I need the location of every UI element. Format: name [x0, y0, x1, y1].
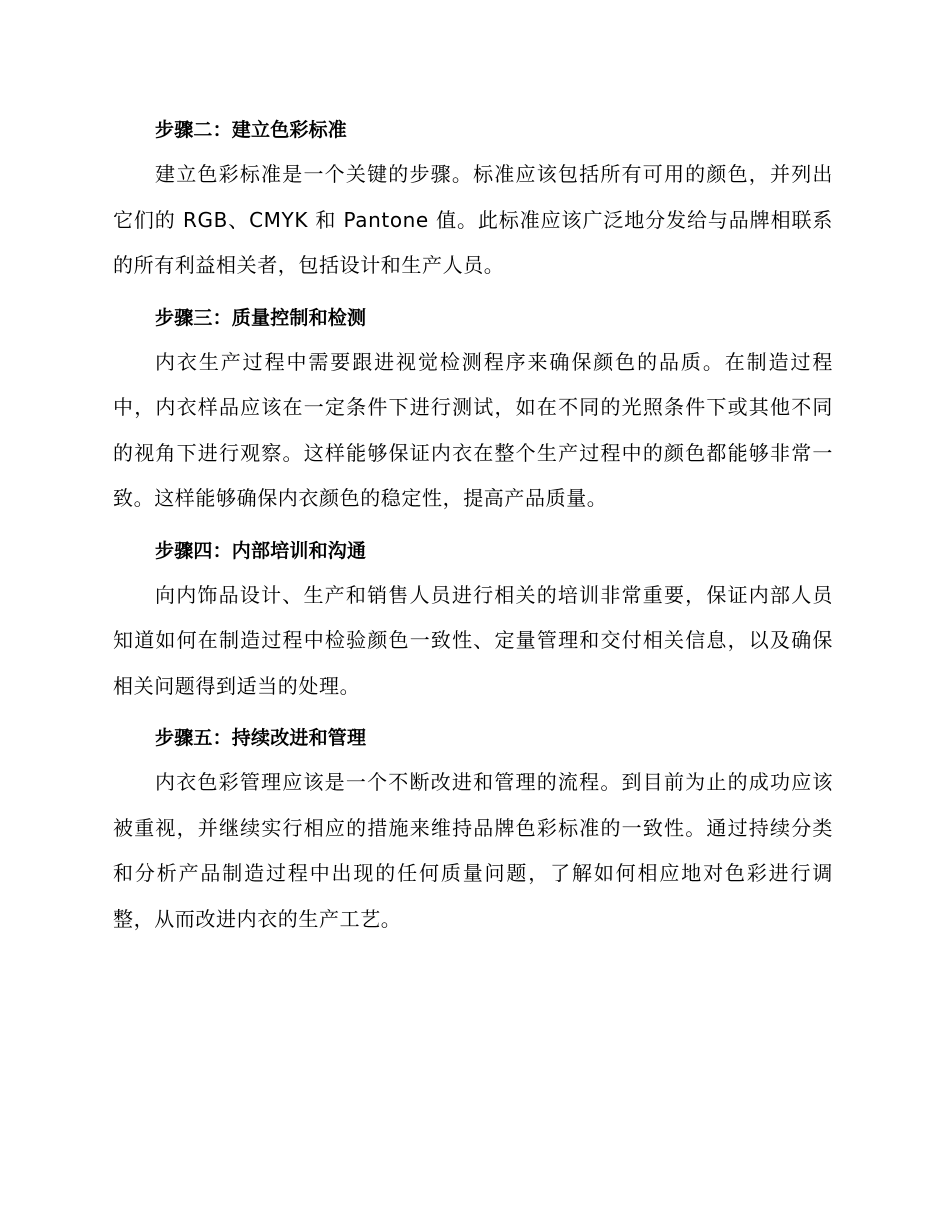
section-body-step-2: 建立色彩标准是一个关键的步骤。标准应该包括所有可用的颜色，并列出它们的 RGB、CMYK 和 Pantone 值。此标准应该广泛地分发给与品牌相联系的所有利益相关者，包括设计和生产人员。 — [113, 162, 833, 277]
document-content — [113, 108, 833, 949]
section-body-step-4: 向内饰品设计、生产和销售人员进行相关的培训非常重要，保证内部人员知道如何在制造过程中检验颜色一致性、定量管理和交付相关信息，以及确保相关问题得到适当的处理。 — [113, 582, 833, 698]
section-heading-step-2: 步骤二：建立色彩标准 — [155, 119, 348, 141]
section-body-step-5: 内衣色彩管理应该是一个不断改进和管理的流程。到目前为止的成功应该被重视，并继续实行相应的措施来维持品牌色彩标准的一致性。通过持续分类和分析产品制造过程中出现的任何质量问题，了解如何相应地对色彩进行调整，从而改进内衣的生产工艺。 — [113, 770, 833, 931]
section-heading-step-5: 步骤五：持续改进和管理 — [155, 727, 367, 749]
section-heading-step-3: 步骤三：质量控制和检测 — [155, 306, 367, 329]
section-heading-step-4: 步骤四：内部培训和沟通 — [155, 539, 367, 562]
section-body-step-3: 内衣生产过程中需要跟进视觉检测程序来确保颜色的品质。在制造过程中，内衣样品应该在一定条件下进行测试，如在不同的光照条件下或其他不同的视角下进行观察。这样能够保证内衣在整个生产过程中的颜色都能够非常一致。这样能够确保内衣颜色的稳定性，提高产品质量。 — [113, 349, 833, 510]
